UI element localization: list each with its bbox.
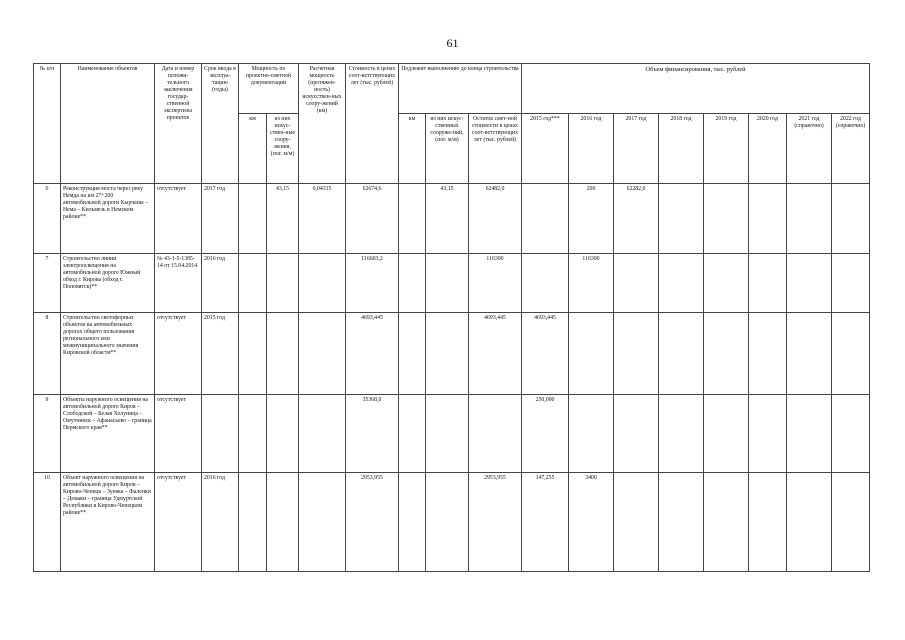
- row-calc: [299, 254, 346, 313]
- row-y2017: [614, 313, 659, 395]
- row-y2020: [749, 395, 787, 473]
- row-y2015: 250,000: [522, 395, 569, 473]
- row-y2017: [614, 395, 659, 473]
- row-rem-km: [399, 184, 426, 254]
- row-y2022: [832, 184, 870, 254]
- row-date: отсутствует: [155, 313, 202, 395]
- row-cap-struct: [267, 473, 299, 572]
- header-year-2018: 2018 год: [659, 114, 704, 184]
- construction-objects-table: [33, 63, 870, 572]
- header-term: Срок ввода в эксплуа-тацию (годы): [202, 64, 239, 184]
- header-capacity-km: км: [239, 114, 267, 184]
- row-y2015: 4693,445: [522, 313, 569, 395]
- row-y2018: [659, 184, 704, 254]
- row-cost: 116603,2: [346, 254, 399, 313]
- row-cap-struct: 43,15: [267, 184, 299, 254]
- row-y2018: [659, 473, 704, 572]
- row-term: 2016 год: [202, 254, 239, 313]
- row-y2021: [787, 313, 832, 395]
- row-y2022: [832, 254, 870, 313]
- header-financing: Объем финансирования, тыс. рублей: [522, 64, 870, 114]
- row-y2016: 200: [569, 184, 614, 254]
- row-rem-km: [399, 473, 426, 572]
- row-term: 2017 год: [202, 184, 239, 254]
- row-y2017: [614, 473, 659, 572]
- header-rem-struct: из них искус-ственных сооруже-ний, (пог. м/м): [426, 114, 469, 184]
- row-y2020: [749, 254, 787, 313]
- row-num: 8: [34, 313, 61, 395]
- row-cost: 4693,445: [346, 313, 399, 395]
- row-cap-km: [239, 184, 267, 254]
- row-y2016: [569, 395, 614, 473]
- header-year-2022: 2022 год (справочно): [832, 114, 870, 184]
- table-row: [34, 254, 870, 313]
- row-cap-struct: [267, 395, 299, 473]
- table-row: [34, 184, 870, 254]
- table-row: [34, 395, 870, 473]
- row-y2019: [704, 254, 749, 313]
- row-cap-struct: [267, 254, 299, 313]
- header-capacity: Мощность по проектно-сметной документации: [239, 64, 299, 114]
- row-cap-km: [239, 254, 267, 313]
- row-rem-cost: 116300: [469, 254, 522, 313]
- row-y2018: [659, 395, 704, 473]
- row-rem-km: [399, 395, 426, 473]
- row-y2022: [832, 313, 870, 395]
- row-rem-km: [399, 313, 426, 395]
- row-num: 9: [34, 395, 61, 473]
- row-rem-struct: [426, 254, 469, 313]
- header-remaining: Подлежит выполнению до конца строительства: [399, 64, 522, 114]
- header-rem-cost: Остаток смет-ной стоимости в ценах соот-ветствующих лет (тыс. рублей): [469, 114, 522, 184]
- row-date: отсутствует: [155, 395, 202, 473]
- header-year-2021: 2021 год (справочно): [787, 114, 832, 184]
- row-name: Объекты наружного освещения на автомобильной дороге Киров – Слободской – Белая Холуница – Омутнинск – Афанасьево – граница Пермского края**: [61, 395, 155, 473]
- row-y2015: 147,255: [522, 473, 569, 572]
- row-cost: 35368,0: [346, 395, 399, 473]
- row-y2021: [787, 395, 832, 473]
- row-rem-cost: [469, 395, 522, 473]
- header-num: № п/п: [34, 64, 61, 184]
- page-number: 61: [446, 36, 459, 50]
- row-date: отсутствует: [155, 184, 202, 254]
- row-y2019: [704, 473, 749, 572]
- row-term: 2016 год: [202, 473, 239, 572]
- row-y2021: [787, 473, 832, 572]
- row-y2016: 116300: [569, 254, 614, 313]
- row-rem-struct: [426, 313, 469, 395]
- row-y2021: [787, 184, 832, 254]
- row-cost: 62674,6: [346, 184, 399, 254]
- header-year-2016: 2016 год: [569, 114, 614, 184]
- row-name: Строительство светофорных объектов на автомобильных дорогах общего пользования регионального или межмуниципального значения Кировской области**: [61, 313, 155, 395]
- row-y2019: [704, 184, 749, 254]
- row-rem-cost: 2953,955: [469, 473, 522, 572]
- row-date: отсутствует: [155, 473, 202, 572]
- header-cost: Стоимость в ценах соот-ветствующих лет (тыс. рублей): [346, 64, 399, 184]
- row-cap-struct: [267, 313, 299, 395]
- header-calc: Расчетная мощность (протяжен-ность) искусствен-ных соору-жений (км): [299, 64, 346, 184]
- row-y2015: [522, 254, 569, 313]
- row-cost: 2953,955: [346, 473, 399, 572]
- row-term: [202, 395, 239, 473]
- row-rem-cost: 4693,445: [469, 313, 522, 395]
- row-num: 10: [34, 473, 61, 572]
- header-year-2020: 2020 год: [749, 114, 787, 184]
- row-y2020: [749, 473, 787, 572]
- table-row: [34, 313, 870, 395]
- row-name: Строительство линии электроосвещения на автомобильной дороге Южный обход г. Кирова (обход г. Поповятск)**: [61, 254, 155, 313]
- row-rem-km: [399, 254, 426, 313]
- row-num: 6: [34, 184, 61, 254]
- row-y2021: [787, 254, 832, 313]
- row-rem-struct: [426, 473, 469, 572]
- row-calc: 0,04315: [299, 184, 346, 254]
- row-y2019: [704, 313, 749, 395]
- header-rem-km: км: [399, 114, 426, 184]
- row-y2017: [614, 254, 659, 313]
- row-calc: [299, 313, 346, 395]
- row-rem-struct: 43,15: [426, 184, 469, 254]
- row-y2016: 3400: [569, 473, 614, 572]
- row-y2022: [832, 473, 870, 572]
- row-y2015: [522, 184, 569, 254]
- row-y2020: [749, 184, 787, 254]
- row-name: Объект наружного освещения на автомобильной дороге Киров – Кирово-Чепецк – Зуевка – Фаленки – Демаки – граница Удмуртской Республики в Кирово-Чепецком районе**: [61, 473, 155, 572]
- row-rem-struct: [426, 395, 469, 473]
- row-cap-km: [239, 313, 267, 395]
- row-date: № 43-1-5-1385-14 от 15.04.2014: [155, 254, 202, 313]
- row-rem-cost: 62482,0: [469, 184, 522, 254]
- row-calc: [299, 395, 346, 473]
- row-y2018: [659, 313, 704, 395]
- row-y2017: 62282,0: [614, 184, 659, 254]
- row-name: Реконструкция моста через реку Немда на км 27+200 автомобильной дороги Кырчаны – Нема – Кильмезь в Немском районе**: [61, 184, 155, 254]
- row-y2018: [659, 254, 704, 313]
- header-year-2019: 2019 год: [704, 114, 749, 184]
- table-row: [34, 473, 870, 572]
- row-y2022: [832, 395, 870, 473]
- row-y2016: [569, 313, 614, 395]
- row-calc: [299, 473, 346, 572]
- row-cap-km: [239, 473, 267, 572]
- row-y2020: [749, 313, 787, 395]
- header-year-2017: 2017 год: [614, 114, 659, 184]
- header-year-2015: 2015 год***: [522, 114, 569, 184]
- row-term: 2015 год: [202, 313, 239, 395]
- row-y2019: [704, 395, 749, 473]
- row-cap-km: [239, 395, 267, 473]
- row-num: 7: [34, 254, 61, 313]
- header-capacity-struct: из них искус-ствен-ные соору-жения, (пог. м/м): [267, 114, 299, 184]
- header-date: Дата и номер положи-тельного заключения государ-ственной экспертизы проектов: [155, 64, 202, 184]
- header-name: Наименование объектов: [61, 64, 155, 184]
